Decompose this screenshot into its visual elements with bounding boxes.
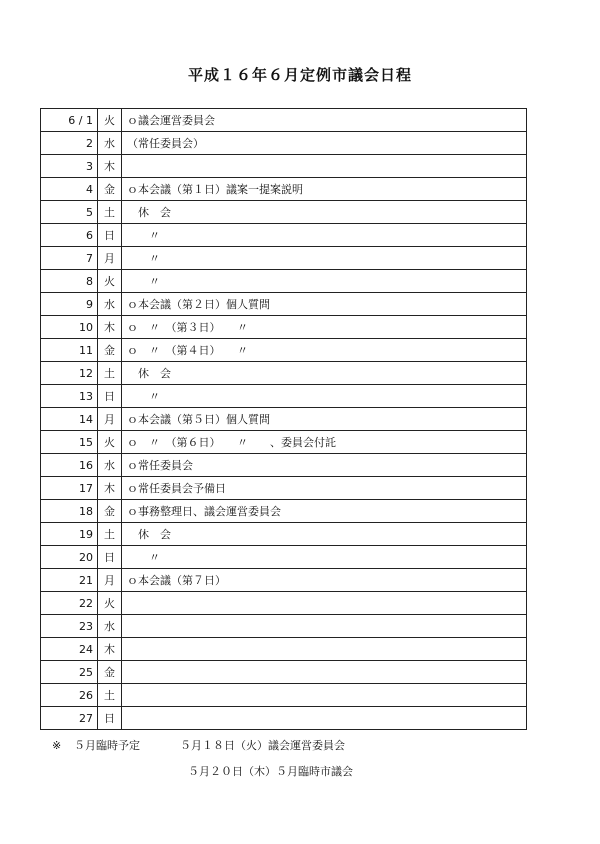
- row-event: 〃: [122, 546, 527, 569]
- row-weekday: 月: [98, 408, 122, 431]
- row-weekday: 木: [98, 316, 122, 339]
- row-weekday: 木: [98, 638, 122, 661]
- row-event: ｏ本会議（第２日）個人質問: [122, 293, 527, 316]
- row-weekday: 金: [98, 500, 122, 523]
- row-weekday: 月: [98, 569, 122, 592]
- schedule-row: [41, 684, 527, 707]
- row-date: 4: [41, 178, 98, 201]
- row-date: 20: [41, 546, 98, 569]
- row-weekday: 土: [98, 523, 122, 546]
- row-date: 22: [41, 592, 98, 615]
- row-event: [122, 684, 527, 707]
- schedule-row: [41, 454, 527, 477]
- row-date: 17: [41, 477, 98, 500]
- schedule-row: [41, 385, 527, 408]
- schedule-table: [40, 108, 527, 730]
- note-text-1: ５月１８日（火）議会運営委員会: [180, 739, 345, 752]
- row-weekday: 日: [98, 385, 122, 408]
- schedule-row: [41, 661, 527, 684]
- schedule-row: [41, 592, 527, 615]
- row-date: 18: [41, 500, 98, 523]
- row-weekday: 土: [98, 201, 122, 224]
- note-line-2: [52, 764, 552, 790]
- row-event: 休 会: [122, 362, 527, 385]
- schedule-row: [41, 500, 527, 523]
- row-event: ｏ本会議（第５日）個人質問: [122, 408, 527, 431]
- row-date: 23: [41, 615, 98, 638]
- notes-section: [52, 738, 552, 790]
- row-event: [122, 661, 527, 684]
- schedule-row: [41, 615, 527, 638]
- schedule-row: [41, 523, 527, 546]
- row-date: 6: [41, 224, 98, 247]
- row-event: [122, 638, 527, 661]
- row-event: ｏ本会議（第１日）議案一提案説明: [122, 178, 527, 201]
- row-event: ｏ 〃 （第４日） 〃: [122, 339, 527, 362]
- row-event: [122, 707, 527, 730]
- schedule-row: [41, 546, 527, 569]
- row-date: 24: [41, 638, 98, 661]
- row-date: 10: [41, 316, 98, 339]
- row-date: 2: [41, 132, 98, 155]
- schedule-row: [41, 431, 527, 454]
- row-weekday: 金: [98, 178, 122, 201]
- row-weekday: 木: [98, 155, 122, 178]
- row-weekday: 火: [98, 431, 122, 454]
- row-date: 27: [41, 707, 98, 730]
- row-event: 〃: [122, 247, 527, 270]
- schedule-row: [41, 109, 527, 132]
- row-date: 19: [41, 523, 98, 546]
- row-date: 13: [41, 385, 98, 408]
- row-event: [122, 615, 527, 638]
- row-event: ｏ常任委員会: [122, 454, 527, 477]
- row-date: 14: [41, 408, 98, 431]
- page-title: 平成１６年６月定例市議会日程: [187, 66, 412, 84]
- row-date: 3: [41, 155, 98, 178]
- row-date: 5: [41, 201, 98, 224]
- schedule-row: [41, 638, 527, 661]
- row-event: 〃: [122, 385, 527, 408]
- row-weekday: 水: [98, 293, 122, 316]
- schedule-row: [41, 247, 527, 270]
- schedule-row: [41, 339, 527, 362]
- row-weekday: 火: [98, 592, 122, 615]
- row-date: 12: [41, 362, 98, 385]
- row-weekday: 水: [98, 454, 122, 477]
- note-label: ５月臨時予定: [74, 739, 140, 752]
- row-event: ｏ 〃 （第３日） 〃: [122, 316, 527, 339]
- schedule-row: [41, 293, 527, 316]
- row-date: 26: [41, 684, 98, 707]
- row-weekday: 水: [98, 132, 122, 155]
- row-weekday: 木: [98, 477, 122, 500]
- row-event: 〃: [122, 224, 527, 247]
- row-event: 休 会: [122, 201, 527, 224]
- row-event: ｏ常任委員会予備日: [122, 477, 527, 500]
- row-weekday: 日: [98, 224, 122, 247]
- schedule-row: [41, 707, 527, 730]
- schedule-row: [41, 362, 527, 385]
- schedule-row: [41, 224, 527, 247]
- schedule-body: [41, 109, 527, 730]
- schedule-row: [41, 132, 527, 155]
- row-date: 15: [41, 431, 98, 454]
- schedule-row: [41, 569, 527, 592]
- row-weekday: 土: [98, 362, 122, 385]
- row-date: 9: [41, 293, 98, 316]
- row-event: 〃: [122, 270, 527, 293]
- row-weekday: 日: [98, 546, 122, 569]
- row-event: ｏ 〃 （第６日） 〃 、委員会付託: [122, 431, 527, 454]
- note-text-2: ５月２０日（木）５月臨時市議会: [188, 765, 353, 778]
- row-event: 休 会: [122, 523, 527, 546]
- row-date: 6 / 1: [41, 109, 98, 132]
- schedule-row: [41, 408, 527, 431]
- row-event: [122, 155, 527, 178]
- row-event: （常任委員会）: [122, 132, 527, 155]
- row-weekday: 月: [98, 247, 122, 270]
- row-date: 11: [41, 339, 98, 362]
- row-date: 16: [41, 454, 98, 477]
- row-weekday: 水: [98, 615, 122, 638]
- row-weekday: 金: [98, 661, 122, 684]
- schedule-row: [41, 201, 527, 224]
- row-weekday: 火: [98, 109, 122, 132]
- schedule-row: [41, 270, 527, 293]
- row-weekday: 金: [98, 339, 122, 362]
- schedule-row: [41, 316, 527, 339]
- schedule-row: [41, 155, 527, 178]
- row-date: 21: [41, 569, 98, 592]
- note-mark: ※: [52, 739, 62, 752]
- row-event: ｏ本会議（第７日）: [122, 569, 527, 592]
- schedule-row: [41, 477, 527, 500]
- row-event: ｏ事務整理日、議会運営委員会: [122, 500, 527, 523]
- row-date: 7: [41, 247, 98, 270]
- row-event: ｏ議会運営委員会: [122, 109, 527, 132]
- row-date: 25: [41, 661, 98, 684]
- schedule-row: [41, 178, 527, 201]
- row-weekday: 火: [98, 270, 122, 293]
- note-line-1: [52, 738, 552, 764]
- row-weekday: 土: [98, 684, 122, 707]
- row-date: 8: [41, 270, 98, 293]
- row-event: [122, 592, 527, 615]
- row-weekday: 日: [98, 707, 122, 730]
